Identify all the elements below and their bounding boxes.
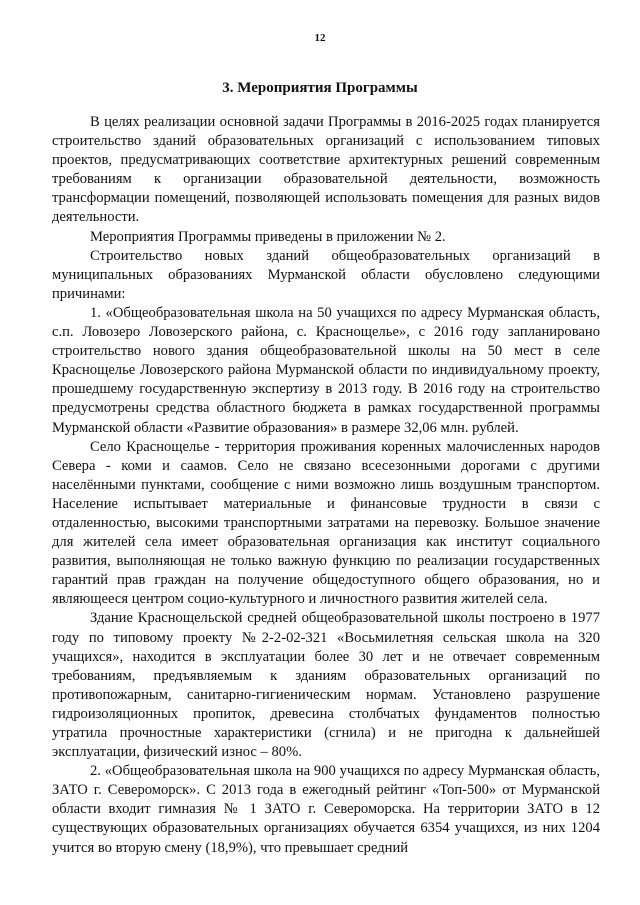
paragraph: 2. «Общеобразовательная школа на 900 учащихся по адресу Мурманская область, ЗАТО г. Североморск». С 2013 года в ежегодный рейтинг «Топ-500» от Мурманской области входит гимназия № 1 ЗАТО г. Североморска. На территории ЗАТО в 12 существующих образовательных организациях обучается 6354 учащихся, из них 1204 учится во вторую смену (18,9%), что превышает средний [52, 763, 600, 856]
paragraph: Строительство новых зданий общеобразовательных организаций в муниципальных образованиях Мурманской области обусловлено следующими причинами: [52, 247, 600, 302]
page-number: 12 [314, 32, 326, 44]
paragraph: Мероприятия Программы приведены в приложении № 2. [90, 228, 446, 245]
section-heading: 3. Мероприятия Программы [222, 80, 418, 96]
paragraph: В целях реализации основной задачи Программы в 2016-2025 годах планируется строительство зданий образовательных организаций с использованием типовых проектов, предусматривающих соответствие архитектурных решений современным требованиям к организации образовательной деятельности, возможность трансформации помещений, позволяющей использовать помещения для разных видов деятельности. [52, 114, 600, 226]
paragraph: Здание Краснощельской средней общеобразовательной школы построено в 1977 году по типовому проекту №2-2-02-321 «Восьмилетняя сельская школа на 320 учащихся», находится в эксплуатации более 30 лет и не отвечает современным требованиям, предъявляемым к зданиям образовательных организаций по противопожарным, санитарно-гигиеническим нормам. Установлено разрушение гидроизоляционных пропиток, древесина столбчатых фундаментов полностью утратила прочностные характеристики (сгнила) и не пригодна к дальнейшей эксплуатации, физический износ – 80%. [52, 610, 600, 761]
paragraph: Село Краснощелье - территория проживания коренных малочисленных народов Севера - коми и саамов. Село не связано всесезонными дорогами с другими населёнными пунктами, сообщение с ними возможно лишь воздушным транспортом. Население испытывает материальные и финансовые трудности в связи с отдаленностью, высокими транспортными затратами на перевозку. Большое значение для жителей села имеет образовательная организация как институт социального развития, выполняющая не только важную функцию по реализации государственных гарантий прав граждан на получение общедоступного общего образования, но и являющееся центром социо-культурного и личностного развития жителей села. [52, 438, 600, 608]
document-body [52, 113, 600, 858]
paragraph: 1. «Общеобразовательная школа на 50 учащихся по адресу Мурманская область, с.п. Ловозеро Ловозерского района, с. Краснощелье», с 2016 году запланировано строительство нового здания общеобразовательной школы на 50 мест в селе Краснощелье Ловозерского района Мурманской области по индивидуальному проекту, прошедшему государственную экспертизу в 2013 году. В 2016 году на строительство предусмотрены средства областного бюджета в рамках государственной программы Мурманской области «Развитие образования» в размере 32,06 млн. рублей. [52, 304, 600, 436]
